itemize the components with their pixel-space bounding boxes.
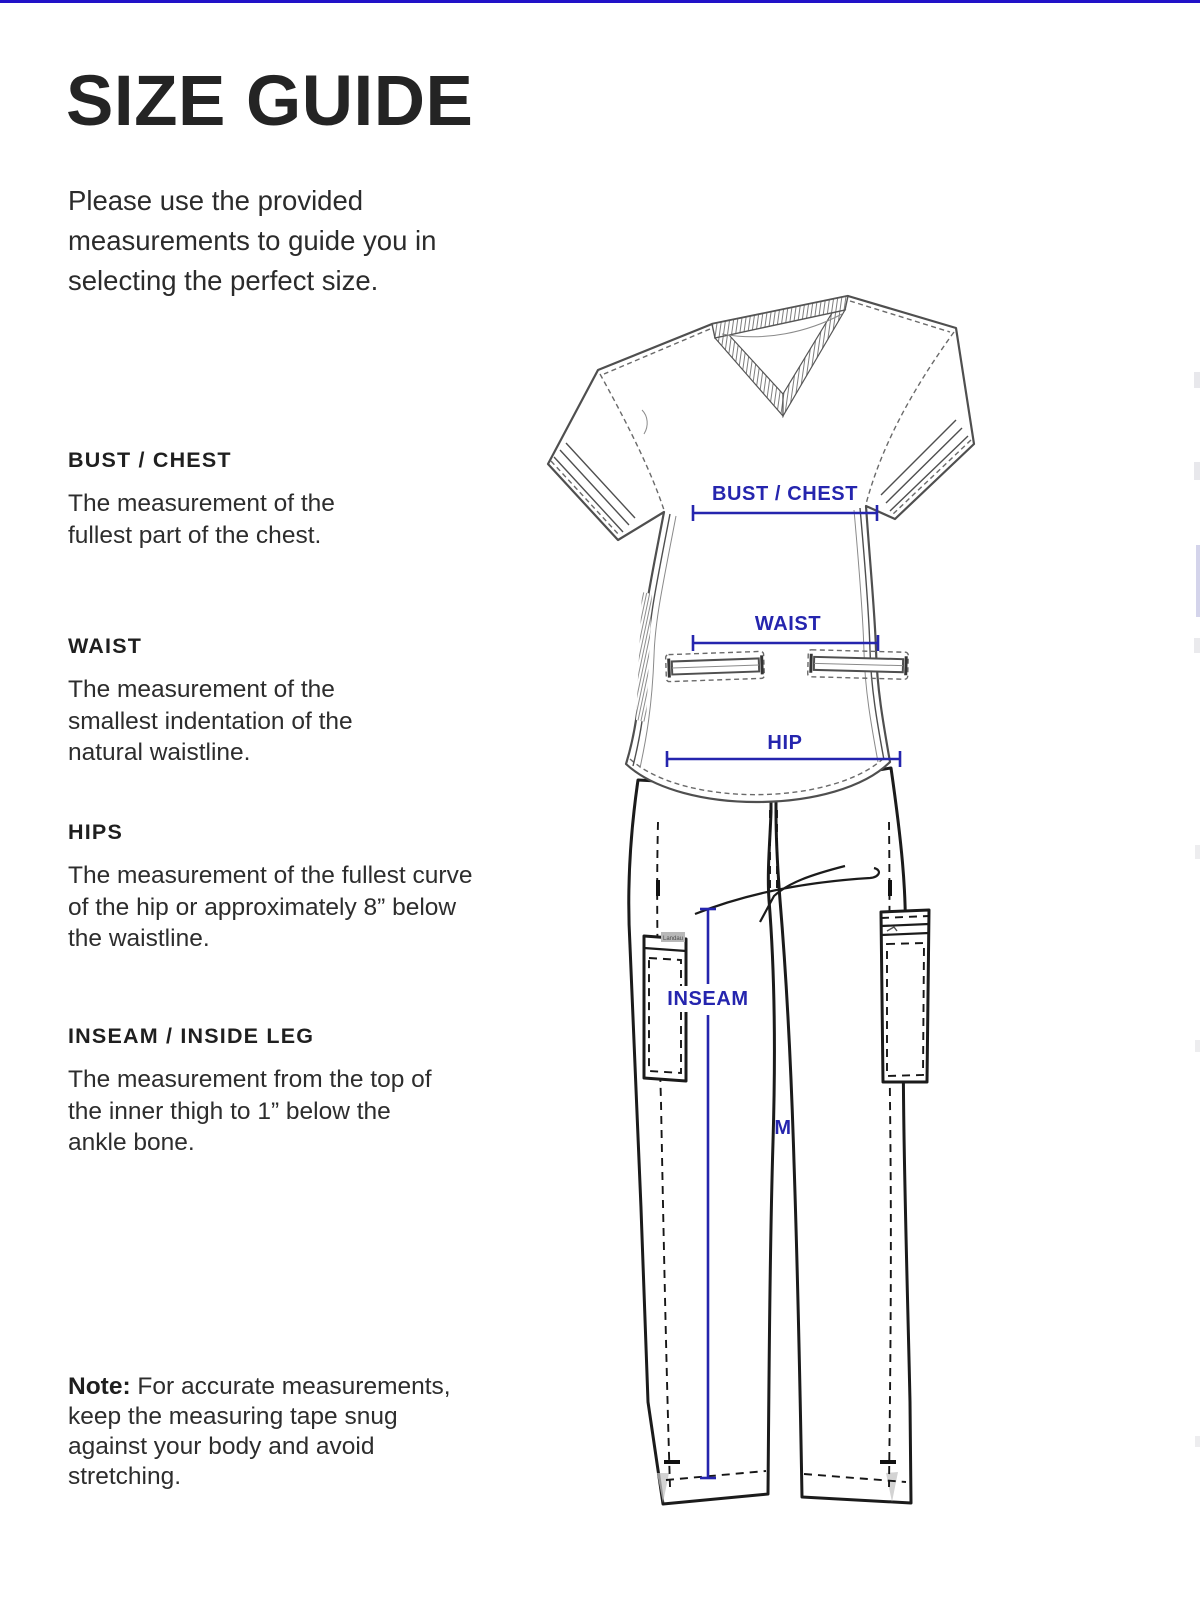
section-waist [68,634,408,769]
section-body: The measurement from the top of the inner thigh to 1” below the ankle bone. [68,1066,432,1156]
section-heading: BUST / CHEST [68,448,232,472]
top-accent-border [0,0,1200,3]
intro-text: Please use the provided measurements to guide you in selecting the perfect size. [68,185,437,296]
section-hips [68,820,483,955]
scrub-top-drawing [548,296,974,802]
diagram-label-hip: HIP [767,732,803,754]
section-inseam [68,1024,443,1159]
note-body: For accurate measurements, keep the measuring tape snug against your body and avoid stretching. [68,1373,451,1490]
section-heading: HIPS [68,820,123,844]
section-body: The measurement of the smallest indentation of the natural waistline. [68,676,353,766]
edge-artifact [1196,545,1200,617]
edge-artifact [1195,845,1200,859]
note-text [68,1372,460,1492]
section-bust-chest [68,448,393,551]
edge-artifact [1195,1436,1200,1447]
page-title: SIZE GUIDE [66,62,474,141]
cargo-pocket-right [881,910,929,1082]
diagram-label-waist: WAIST [754,613,822,635]
edge-artifact [1194,372,1200,388]
section-heading: INSEAM / INSIDE LEG [68,1024,315,1048]
section-body: The measurement of the fullest part of the chest. [68,490,335,549]
edge-artifact [1194,638,1200,653]
size-diagram [540,282,980,1562]
edge-artifact [1194,462,1200,480]
diagram-label-inseam: INSEAM [667,988,749,1010]
diagram-label-bust-chest: BUST / CHEST [711,483,859,505]
section-heading: WAIST [68,634,143,658]
diagram-label-size-marker: M [774,1117,792,1139]
note-label: Note: [68,1373,131,1400]
section-body: The measurement of the fullest curve of the hip or approximately 8” below the waistline. [68,862,473,952]
pocket-tag-label: Landau [662,936,684,942]
scrubs-flat-drawing [540,282,980,1562]
edge-artifact [1195,1040,1200,1052]
